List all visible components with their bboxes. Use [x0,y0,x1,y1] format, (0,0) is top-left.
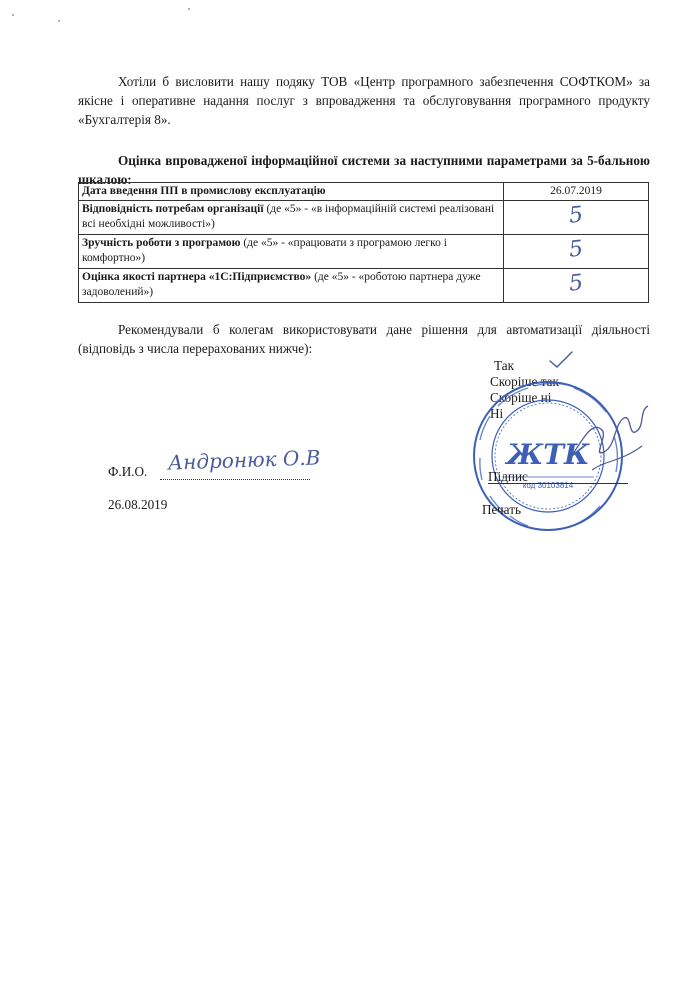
criterion-note: (де «5» - «працювати з програмою легко і комфортно») [82,237,447,264]
fio-line [160,479,310,480]
option-tak[interactable]: Так [494,358,514,373]
signature-scribble [562,400,652,480]
fio-handwritten: Андронюк О.В [167,445,321,475]
table-row [79,269,649,303]
criterion-cell [79,201,504,235]
recommendation-paragraph: Рекомендували б колегам використовувати дане рішення для автоматизації діяльності (відповідь з числа перерахованих нижче): [78,322,650,356]
option-skorishe-ni[interactable]: Скоріше ні [490,390,552,405]
fio-label: Ф.И.О. [108,464,148,479]
seal-label: Печать [482,502,521,517]
criterion-cell [79,269,504,303]
option-skorishe-tak[interactable]: Скоріше так [490,374,559,389]
handwritten-score: 5 [567,202,585,229]
table-row [79,201,649,235]
stamp-logo: ЖТК [506,438,590,471]
table-row [79,183,649,201]
letter-date: 26.08.2019 [108,497,168,512]
handwritten-score: 5 [567,270,585,297]
handwritten-score: 5 [567,236,585,263]
signature-line [488,483,628,484]
evaluation-table [78,182,649,303]
criterion-note: (де «5» - «в інформаційній системі реалізовані всі необхідні можливості») [82,203,495,230]
criterion-note: (де «5» - «роботою партнера дуже задоволений») [82,271,481,298]
score-cell [504,269,649,303]
score-cell [504,183,649,201]
scan-speck [12,14,14,16]
signature-label: Підпис [488,469,528,484]
criterion-label: Оцінка якості партнера «1С:Підприємство» [82,271,312,283]
score-cell [504,201,649,235]
assessment-heading: Оцінка впровадженої інформаційної системи за наступними параметрами за 5-бальною шкалою: [78,153,650,187]
option-ni[interactable]: Ні [490,406,504,421]
criterion-cell [79,235,504,269]
table-row [79,235,649,269]
criterion-label: Дата введення ПП в промислову експлуатацію [82,185,326,197]
intro-paragraph: Хотіли б висловити нашу подяку ТОВ «Центр програмного забезпечення СОФТКОМ» за якісне і оперативне надання послуг з впровадження та обслуговування програмного продукту «Бухгалтерія 8». [78,74,650,127]
scan-speck [188,8,190,10]
scan-speck [58,20,60,22]
stamp-code: код 30103814 [522,481,574,490]
criterion-label: Відповідність потребам організації [82,203,264,215]
criterion-cell [79,183,504,201]
score-cell [504,235,649,269]
criterion-label: Зручність роботи з програмою [82,237,241,249]
commission-date: 26.07.2019 [550,185,602,197]
